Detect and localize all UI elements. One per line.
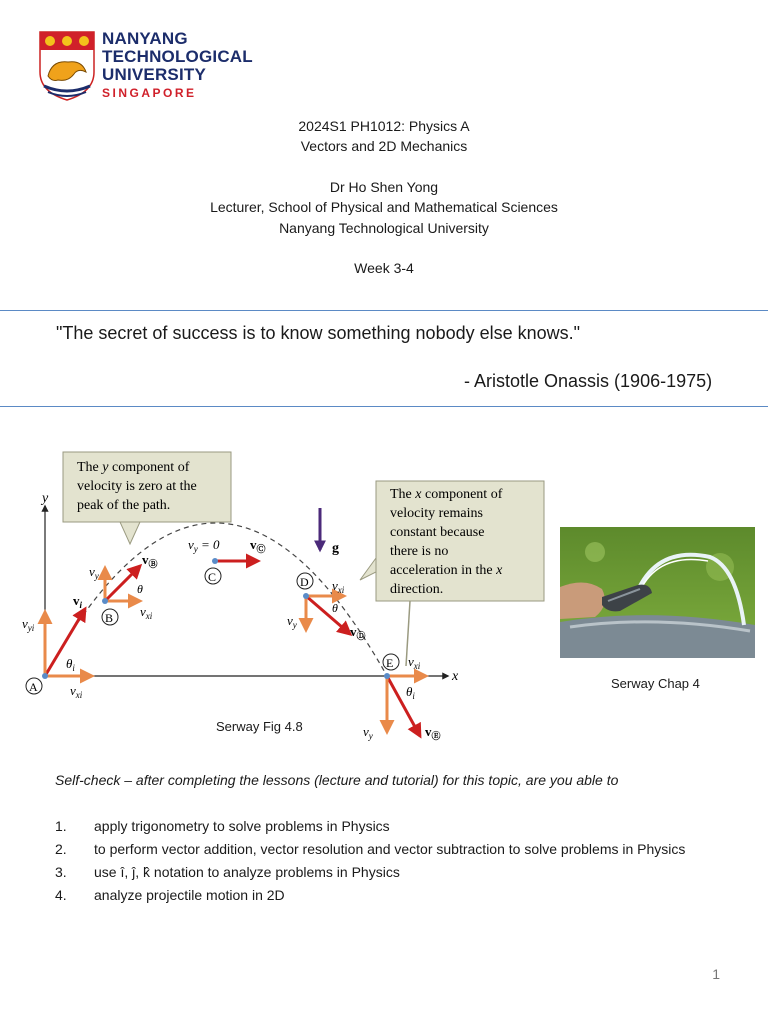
- ntu-logo: [38, 29, 253, 104]
- svg-text:there is no: there is no: [390, 544, 449, 559]
- svg-text:vyi: $v_{yi}$: [22, 616, 35, 633]
- svg-text:vy: $v_y$: [287, 613, 297, 630]
- list-item-number: 3.: [55, 864, 67, 880]
- list-item-number: 4.: [55, 887, 67, 903]
- svg-text:vⒹ: $v_Ⓓ$: [350, 624, 366, 641]
- water-fountain-photo: [560, 527, 755, 658]
- week-label: Week 3-4: [354, 260, 414, 276]
- svg-text:vxi: $v_{xi}$: [140, 604, 153, 621]
- svg-text:constant because: constant because: [390, 525, 485, 540]
- svg-text:E: E: [386, 656, 394, 670]
- lecturer-position: Lecturer, School of Physical and Mathematical Sciences: [210, 199, 558, 215]
- svg-text:direction.: direction.: [390, 582, 444, 597]
- logo-line-3: UNIVERSITY: [102, 65, 207, 84]
- svg-text:vxi: $v_{xi}$: [70, 683, 83, 700]
- institution: Nanyang Technological University: [279, 220, 489, 236]
- svg-text:θi: $\theta_i$: [66, 656, 75, 673]
- list-item: [55, 815, 725, 838]
- svg-text:peak of the path.: peak of the path.: [77, 498, 171, 513]
- svg-text:vy: $v_y$: [363, 724, 373, 741]
- logo-line-1: NANYANG: [102, 29, 188, 48]
- divider-bottom: [0, 406, 768, 407]
- quote-text: "The secret of success is to know something nobody else knows.": [56, 323, 581, 343]
- photo-caption: Serway Chap 4: [611, 676, 700, 691]
- topic-title: Vectors and 2D Mechanics: [300, 138, 468, 154]
- svg-text:vⒷ: $v_Ⓑ$: [142, 552, 158, 569]
- list-item-text: use î, ĵ, k̂ notation to analyze problems in Physics: [94, 864, 400, 880]
- list-item-number: 1.: [55, 818, 67, 834]
- page-number: 1: [712, 966, 720, 982]
- quote-author: - Aristotle Onassis (1906-1975): [464, 371, 713, 391]
- figure-caption: Serway Fig 4.8: [216, 719, 303, 734]
- svg-text:x: x: [452, 669, 459, 684]
- svg-text:acceleration in the x: acceleration in the x: [390, 563, 503, 578]
- svg-text:θi: $\theta_i$: [406, 684, 415, 701]
- divider-top: [0, 310, 768, 311]
- svg-text:g: g: [332, 541, 339, 556]
- svg-text:vy: $v_y$: [89, 564, 99, 581]
- svg-text:The x component of: The x component of: [390, 487, 503, 502]
- svg-text:The y component of: The y component of: [77, 460, 190, 475]
- self-check-prompt: Self-check – after completing the lessons (lecture and tutorial) for this topic, are you able to: [55, 772, 619, 788]
- list-item-number: 2.: [55, 841, 67, 857]
- svg-text:vxi: $v_{xi}$: [332, 578, 345, 595]
- projectile-diagram: [0, 440, 555, 750]
- svg-text:vⒺ: $v_Ⓔ$: [425, 724, 441, 741]
- lecturer-name: Dr Ho Shen Yong: [329, 179, 439, 195]
- list-item: [55, 884, 725, 907]
- svg-text:θ: θ: [332, 601, 338, 615]
- list-item-text: to perform vector addition, vector resolution and vector subtraction to solve problems in Physics: [94, 841, 686, 857]
- svg-text:y: y: [42, 491, 49, 506]
- svg-text:vxi: $v_{xi}$: [408, 654, 421, 671]
- course-title: 2024S1 PH1012: Physics A: [298, 118, 470, 134]
- ntu-crest-icon: [38, 30, 96, 102]
- logo-country: SINGAPORE: [102, 86, 197, 100]
- svg-text:θ: θ: [137, 582, 143, 596]
- svg-text:vy = 0: $v_y = 0$: [188, 537, 220, 554]
- objectives-list: [55, 815, 725, 907]
- svg-text:C: C: [208, 570, 217, 584]
- svg-text:vi: $v_i$: [73, 593, 83, 610]
- svg-text:velocity remains: velocity remains: [390, 506, 483, 521]
- svg-text:A: A: [29, 680, 38, 694]
- svg-text:velocity is zero at the: velocity is zero at the: [77, 479, 197, 494]
- list-item-text: apply trigonometry to solve problems in Physics: [94, 818, 390, 834]
- svg-text:B: B: [105, 611, 114, 625]
- svg-text:D: D: [300, 575, 309, 589]
- list-item: [55, 838, 725, 861]
- list-item: [55, 861, 725, 884]
- svg-text:vⒸ: $v_Ⓒ$: [250, 537, 266, 554]
- logo-line-2: TECHNOLOGICAL: [102, 47, 253, 66]
- list-item-text: analyze projectile motion in 2D: [94, 887, 285, 903]
